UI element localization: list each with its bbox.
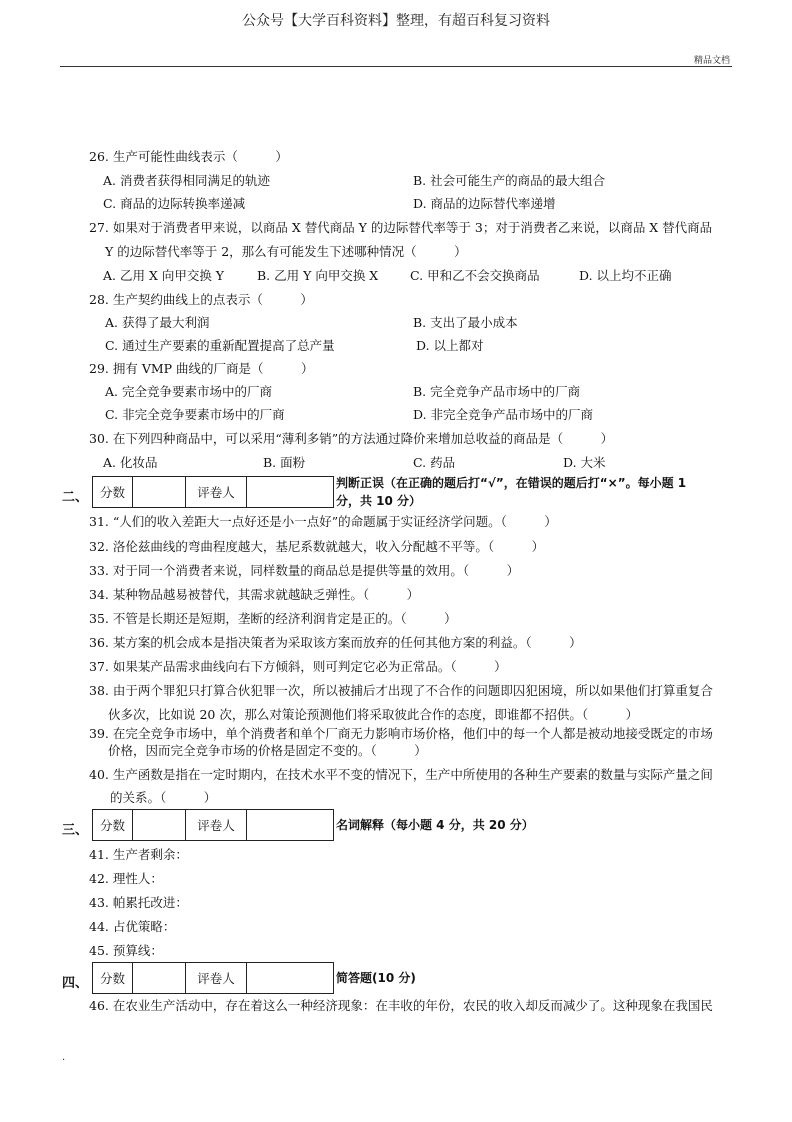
question-29: 29. 拥有 VMP 曲线的厂商是（ ）: [89, 361, 314, 376]
score-field[interactable]: [133, 963, 186, 994]
option-28-a: A. 获得了最大利润: [105, 315, 210, 330]
option-29-b: B. 完全竞争产品市场中的厂商: [413, 384, 581, 399]
grader-label: 评卷人: [186, 810, 247, 841]
section-2-instruction-line-1: 判断正误（在正确的题后打“√”，在错误的题后打“×”。每小题 1: [336, 476, 687, 490]
section-4-instruction: 简答题(10 分): [336, 971, 416, 985]
question-34: 34. 某种物品越易被替代，其需求就越缺乏弹性。（ ）: [89, 587, 420, 602]
page-header-tag: 精品文档: [693, 56, 730, 66]
option-27-b: B. 乙用 Y 向甲交换 X: [257, 268, 379, 283]
question-43: 43. 帕累托改进：: [89, 895, 188, 910]
section-3-instruction: 名词解释（每小题 4 分，共 20 分）: [336, 818, 534, 832]
option-30-a: A. 化妆品: [103, 455, 158, 470]
question-27-line-2: Y 的边际替代率等于 2，那么有可能发生下述哪种情况（ ）: [105, 244, 467, 259]
question-45: 45. 预算线：: [89, 943, 163, 958]
question-30: 30. 在下列四种商品中，可以采用“薄利多销”的方法通过降价来增加总收益的商品是（ ）: [89, 431, 614, 446]
grader-field[interactable]: [247, 477, 334, 508]
grader-label: 评卷人: [186, 963, 247, 994]
option-26-b: B. 社会可能生产的商品的最大组合: [413, 173, 606, 188]
question-38-line-2: 伙多次，比如说 20 次，那么对策论预测他们将采取彼此合作的态度，即谁都不招供。（ ）: [108, 707, 639, 722]
option-29-d: D. 非完全竞争产品市场中的厂商: [413, 407, 594, 422]
option-30-c: C. 药品: [413, 455, 456, 470]
option-26-d: D. 商品的边际替代率递增: [413, 196, 556, 211]
page-header-title: 公众号【大学百科资料】整理，有超百科复习资料: [242, 13, 550, 29]
question-33: 33. 对于同一个消费者来说，同样数量的商品总是提供等量的效用。（ ）: [89, 563, 520, 578]
score-field[interactable]: [133, 477, 186, 508]
question-46: 46. 在农业生产活动中，存在着这么一种经济现象：在丰收的年份，农民的收入却反而减少了。这种现象在我国民: [89, 998, 713, 1013]
question-44: 44. 占优策略：: [89, 919, 176, 934]
question-37: 37. 如果某产品需求曲线向右下方倾斜，则可判定它必为正常品。（ ）: [89, 659, 507, 674]
header-divider: [60, 66, 732, 67]
question-35: 35. 不管是长期还是短期，垄断的经济利润肯定是正的。（ ）: [89, 611, 457, 626]
question-38-line-1: 38. 由于两个罪犯只打算合伙犯罪一次，所以被捕后才出现了不合作的问题即囚犯困境，所以如果他们打算重复合: [89, 683, 713, 698]
footer-mark: .: [62, 1052, 66, 1063]
score-field[interactable]: [133, 810, 186, 841]
option-28-b: B. 支出了最小成本: [413, 315, 518, 330]
option-27-a: A. 乙用 X 向甲交换 Y: [103, 268, 225, 283]
question-28: 28. 生产契约曲线上的点表示（ ）: [89, 292, 313, 307]
question-42: 42. 理性人：: [89, 871, 163, 886]
option-30-d: D. 大米: [563, 455, 606, 470]
score-label: 分数: [93, 810, 133, 841]
question-39-line-1: 39. 在完全竞争市场中，单个消费者和单个厂商无力影响市场价格，他们中的每一个人都是被动地接受既定的市场: [89, 726, 713, 741]
section-3-label: 三、: [62, 823, 89, 838]
question-40-line-1: 40. 生产函数是指在一定时期内，在技术水平不变的情况下，生产中所使用的各种生产要素的数量与实际产量之间: [89, 767, 713, 782]
question-36: 36. 某方案的机会成本是指决策者为采取该方案而放弃的任何其他方案的利益。（ ）: [89, 635, 582, 650]
question-40-line-2: 的关系。（ ）: [110, 790, 217, 805]
score-label: 分数: [93, 477, 133, 508]
section-2-instruction-line-2: 分，共 10 分）: [336, 494, 422, 508]
grader-label: 评卷人: [186, 477, 247, 508]
question-27-line-1: 27. 如果对于消费者甲来说，以商品 X 替代商品 Y 的边际替代率等于 3；对于消费者乙来说，以商品 X 替代商品: [89, 220, 713, 235]
option-26-c: C. 商品的边际转换率递减: [103, 196, 246, 211]
grader-field[interactable]: [247, 963, 334, 994]
section-2-score-box: [92, 476, 334, 508]
score-label: 分数: [93, 963, 133, 994]
question-26: 26. 生产可能性曲线表示（ ）: [89, 149, 288, 164]
option-30-b: B. 面粉: [263, 455, 306, 470]
section-2-label: 二、: [62, 490, 89, 505]
question-32: 32. 洛伦兹曲线的弯曲程度越大，基尼系数就越大，收入分配越不平等。（ ）: [89, 539, 545, 554]
question-39-line-2: 价格，因而完全竞争市场的价格是固定不变的。（ ）: [108, 743, 427, 758]
option-27-c: C. 甲和乙不会交换商品: [410, 268, 540, 283]
question-31: 31. “人们的收入差距大一点好还是小一点好”的命题属于实证经济学问题。（ ）: [89, 514, 557, 529]
grader-field[interactable]: [247, 810, 334, 841]
question-41: 41. 生产者剩余：: [89, 847, 188, 862]
option-29-c: C. 非完全竞争要素市场中的厂商: [105, 407, 285, 422]
option-28-c: C. 通过生产要素的重新配置提高了总产量: [105, 338, 335, 353]
section-4-score-box: [92, 962, 334, 994]
option-28-d: D. 以上都对: [416, 338, 484, 353]
option-26-a: A. 消费者获得相同满足的轨迹: [103, 173, 270, 188]
section-4-label: 四、: [62, 976, 89, 991]
option-27-d: D. 以上均不正确: [579, 268, 672, 283]
section-3-score-box: [92, 809, 334, 841]
option-29-a: A. 完全竞争要素市场中的厂商: [105, 384, 272, 399]
